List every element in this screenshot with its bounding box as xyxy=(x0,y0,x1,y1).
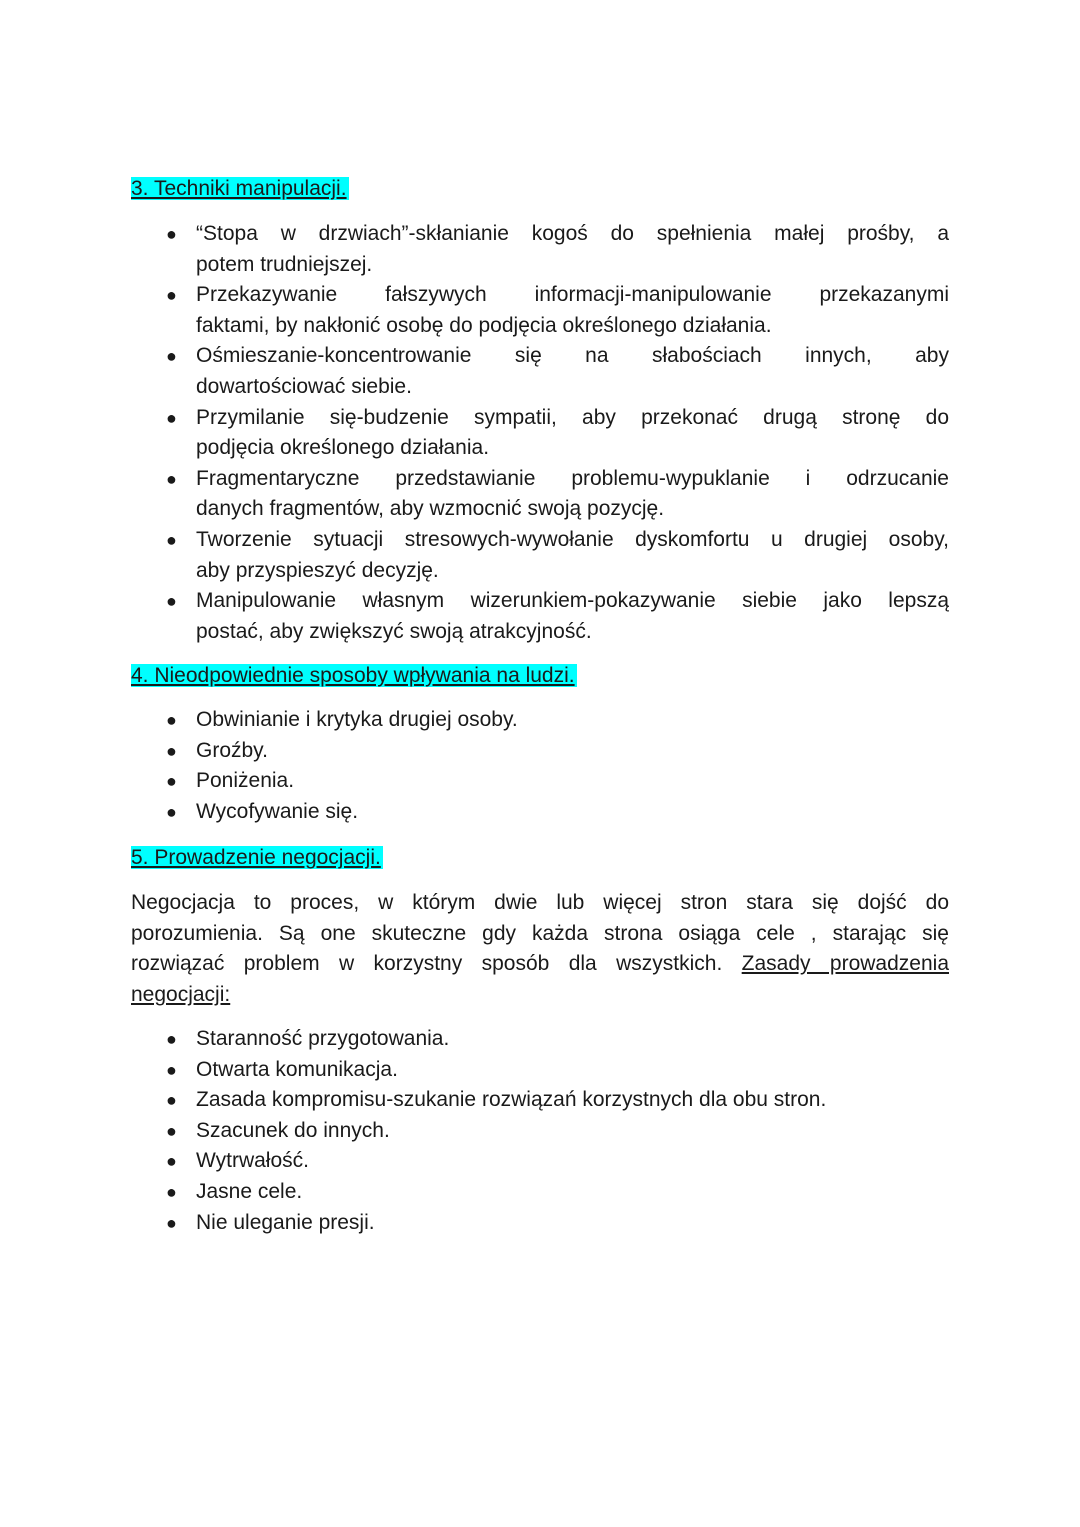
rules-label-cont: negocjacji: xyxy=(131,982,231,1006)
list-item xyxy=(166,464,949,525)
list-item xyxy=(166,1116,949,1147)
list-item-line: Otwarta komunikacja. xyxy=(196,1057,398,1081)
list-item-line: faktami, by nakłonić osobę do podjęcia określonego działania. xyxy=(196,313,772,337)
list-item-line: Groźby. xyxy=(196,738,268,762)
list-item xyxy=(166,525,949,586)
bullet-icon: ● xyxy=(166,591,177,612)
section-5-heading xyxy=(131,845,383,871)
section-4-heading-text: 4. Nieodpowiednie sposoby wpływania na ludzi. xyxy=(131,664,575,687)
list-item-line: dowartościować siebie. xyxy=(196,374,412,398)
list-item-line: Manipulowanie własnym wizerunkiem-pokazywanie siebie jako lepszą xyxy=(196,589,949,613)
list-item-line: aby przyspieszyć decyzję. xyxy=(196,558,439,582)
list-item-line: potem trudniejszej. xyxy=(196,252,373,276)
list-item xyxy=(166,341,949,402)
bullet-icon: ● xyxy=(166,224,177,244)
bullet-icon: ● xyxy=(166,1151,177,1172)
negotiation-paragraph xyxy=(131,888,949,1010)
list-item-line: danych fragmentów, aby wzmocnić swoją pozycję. xyxy=(196,497,665,521)
list-item-line: Nie uleganie presji. xyxy=(196,1210,375,1234)
bullet-icon: ● xyxy=(166,529,177,550)
paragraph-line: Negocjacja to proces, w którym dwie lub więcej stron stara się dojść do xyxy=(131,891,949,914)
list-item-line: Wytrwałość. xyxy=(196,1149,309,1173)
list-item-line: Szacunek do innych. xyxy=(196,1118,390,1142)
list-item xyxy=(166,1085,949,1116)
list-item xyxy=(166,280,949,341)
bullet-icon: ● xyxy=(166,1120,177,1141)
section-4-heading xyxy=(131,663,577,689)
bullet-icon: ● xyxy=(166,1090,177,1111)
list-item xyxy=(166,766,949,797)
list-item xyxy=(166,1055,949,1086)
list-item xyxy=(166,403,949,464)
paragraph-line: porozumienia. Są one skuteczne gdy każda strona osiąga cele , starając się xyxy=(131,921,949,945)
bullet-icon: ● xyxy=(166,771,177,792)
list-item xyxy=(166,219,949,280)
list-item xyxy=(166,1177,949,1208)
list-item-line: Przymilanie się-budzenie sympatii, aby przekonać drugą stronę do xyxy=(196,405,949,429)
list-item xyxy=(166,736,949,767)
bullet-icon: ● xyxy=(166,1059,177,1080)
negotiation-rules-list xyxy=(166,1024,949,1238)
list-item-line: postać, aby zwiększyć swoją atrakcyjność. xyxy=(196,619,592,643)
list-item xyxy=(166,1024,949,1055)
list-item-line: Przekazywanie fałszywych informacji-manipulowanie przekazanymi xyxy=(196,283,949,307)
list-item-line: Ośmieszanie-koncentrowanie się na słabościach innych, aby xyxy=(196,344,949,368)
inappropriate-influence-list xyxy=(166,705,949,827)
bullet-icon: ● xyxy=(166,1029,177,1049)
list-item xyxy=(166,586,949,647)
list-item-line: Fragmentaryczne przedstawianie problemu-wypuklanie i odrzucanie xyxy=(196,466,949,490)
list-item xyxy=(166,797,949,828)
bullet-icon: ● xyxy=(166,1181,177,1202)
list-item-line: podjęcia określonego działania. xyxy=(196,436,490,460)
list-item-line: Wycofywanie się. xyxy=(196,799,359,823)
bullet-icon: ● xyxy=(166,407,177,428)
list-item-line: Tworzenie sytuacji stresowych-wywołanie dyskomfortu u drugiej osoby, xyxy=(196,527,949,551)
bullet-icon: ● xyxy=(166,285,177,306)
bullet-icon: ● xyxy=(166,710,177,730)
list-item xyxy=(166,1208,949,1239)
bullet-icon: ● xyxy=(166,1212,177,1233)
list-item-line: Staranność przygotowania. xyxy=(196,1027,450,1050)
section-3-heading-text: 3. Techniki manipulacji. xyxy=(131,177,347,200)
list-item-line: Obwinianie i krytyka drugiej osoby. xyxy=(196,708,518,731)
list-item xyxy=(166,1146,949,1177)
bullet-icon: ● xyxy=(166,801,177,822)
section-3-heading xyxy=(131,176,349,202)
bullet-icon: ● xyxy=(166,740,177,761)
bullet-icon: ● xyxy=(166,346,177,367)
list-item-line: “Stopa w drzwiach”-skłanianie kogoś do spełnienia małej prośby, a xyxy=(196,222,949,245)
list-item-line: Zasada kompromisu-szukanie rozwiązań korzystnych dla obu stron. xyxy=(196,1088,827,1112)
list-item-line: Poniżenia. xyxy=(196,769,295,793)
bullet-icon: ● xyxy=(166,468,177,489)
list-item-line: Jasne cele. xyxy=(196,1179,303,1203)
paragraph-line xyxy=(131,949,949,980)
paragraph-text: rozwiązać problem w korzystny sposób dla wszystkich. xyxy=(131,952,723,976)
rules-label: Zasady prowadzenia xyxy=(741,952,949,976)
manipulation-techniques-list xyxy=(166,219,949,647)
list-item xyxy=(166,705,949,736)
section-5-heading-text: 5. Prowadzenie negocjacji. xyxy=(131,846,381,869)
